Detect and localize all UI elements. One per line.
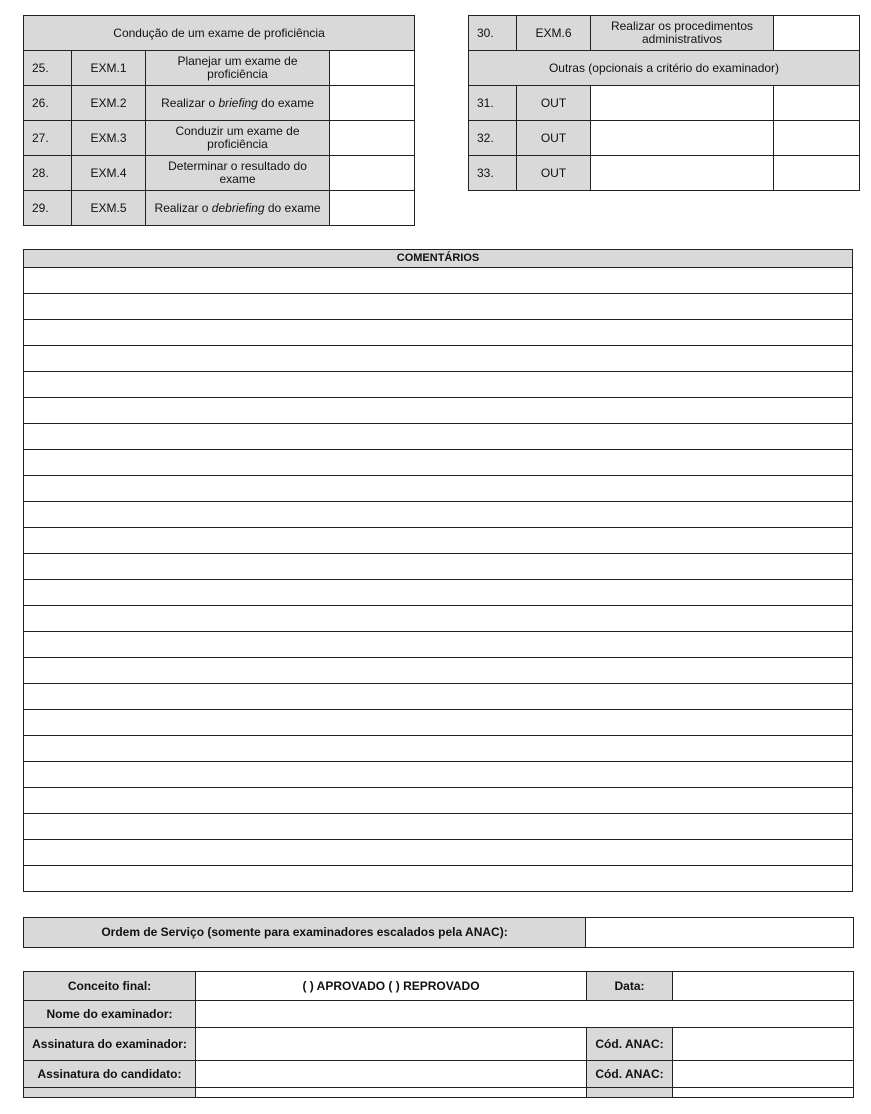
- service-order-table: [23, 917, 854, 948]
- comment-line[interactable]: [24, 840, 853, 866]
- service-order-label: Ordem de Serviço (somente para examinadores escalados pela ANAC):: [24, 918, 586, 948]
- comment-line[interactable]: [24, 788, 853, 814]
- comment-line[interactable]: [24, 632, 853, 658]
- comment-line[interactable]: [24, 736, 853, 762]
- item-description-field[interactable]: [591, 86, 774, 121]
- date-field[interactable]: [673, 972, 854, 1001]
- item-grade-cell[interactable]: [330, 156, 415, 191]
- item-number: 33.: [469, 156, 517, 191]
- item-code: EXM.2: [72, 86, 146, 121]
- comment-line[interactable]: [24, 684, 853, 710]
- item-grade-cell[interactable]: [330, 86, 415, 121]
- item-number: 27.: [24, 121, 72, 156]
- comment-line[interactable]: [24, 346, 853, 372]
- comment-line[interactable]: [24, 372, 853, 398]
- item-code: EXM.6: [517, 16, 591, 51]
- item-description: Realizar os procedimentos administrativos: [591, 16, 774, 51]
- item-number: 32.: [469, 121, 517, 156]
- table-row: [469, 121, 860, 156]
- candidate-signature-field[interactable]: [196, 1061, 587, 1088]
- proficiency-exam-table: [23, 15, 415, 226]
- optional-items-header: Outras (opcionais a critério do examinador): [469, 51, 860, 86]
- item-grade-cell[interactable]: [330, 51, 415, 86]
- item-grade-cell[interactable]: [330, 121, 415, 156]
- table-row: [469, 156, 860, 191]
- comment-line[interactable]: [24, 814, 853, 840]
- examiner-anac-code-label: Cód. ANAC:: [587, 1028, 673, 1061]
- proficiency-exam-header: Condução de um exame de proficiência: [24, 16, 415, 51]
- date-label: Data:: [587, 972, 673, 1001]
- comment-line[interactable]: [24, 268, 853, 294]
- item-code: OUT: [517, 121, 591, 156]
- table-continuation: [24, 1088, 196, 1098]
- comment-line[interactable]: [24, 502, 853, 528]
- table-row: [469, 86, 860, 121]
- item-description: Realizar o briefing do exame: [146, 86, 330, 121]
- item-grade-cell[interactable]: [774, 86, 860, 121]
- candidate-signature-label: Assinatura do candidato:: [24, 1061, 196, 1088]
- table-row: [24, 86, 415, 121]
- item-grade-cell[interactable]: [774, 156, 860, 191]
- comment-line[interactable]: [24, 424, 853, 450]
- item-description: Determinar o resultado do exame: [146, 156, 330, 191]
- examiner-name-field[interactable]: [196, 1001, 854, 1028]
- table-row: [24, 156, 415, 191]
- item-description: Conduzir um exame de proficiência: [146, 121, 330, 156]
- item-number: 31.: [469, 86, 517, 121]
- comments-table: [23, 249, 853, 892]
- item-code: OUT: [517, 156, 591, 191]
- administrative-table: [468, 15, 860, 191]
- candidate-anac-code-field[interactable]: [673, 1061, 854, 1088]
- item-description-field[interactable]: [591, 121, 774, 156]
- table-row: [24, 191, 415, 226]
- comments-header: COMENTÁRIOS: [24, 250, 853, 268]
- table-continuation: [673, 1088, 854, 1098]
- item-grade-cell[interactable]: [774, 16, 860, 51]
- comment-line[interactable]: [24, 450, 853, 476]
- item-number: 28.: [24, 156, 72, 191]
- comment-line[interactable]: [24, 762, 853, 788]
- item-number: 25.: [24, 51, 72, 86]
- service-order-field[interactable]: [586, 918, 854, 948]
- comment-line[interactable]: [24, 658, 853, 684]
- item-grade-cell[interactable]: [330, 191, 415, 226]
- comment-line[interactable]: [24, 294, 853, 320]
- comment-line[interactable]: [24, 866, 853, 892]
- item-code: EXM.5: [72, 191, 146, 226]
- final-concept-label: Conceito final:: [24, 972, 196, 1001]
- candidate-anac-code-label: Cód. ANAC:: [587, 1061, 673, 1088]
- item-description: Planejar um exame de proficiência: [146, 51, 330, 86]
- examiner-signature-field[interactable]: [196, 1028, 587, 1061]
- comment-line[interactable]: [24, 528, 853, 554]
- table-row: [24, 51, 415, 86]
- table-continuation: [196, 1088, 587, 1098]
- comment-line[interactable]: [24, 580, 853, 606]
- examiner-anac-code-field[interactable]: [673, 1028, 854, 1061]
- item-code: EXM.1: [72, 51, 146, 86]
- item-description-field[interactable]: [591, 156, 774, 191]
- comment-line[interactable]: [24, 320, 853, 346]
- final-concept-options[interactable]: ( ) APROVADO ( ) REPROVADO: [196, 972, 587, 1001]
- item-code: OUT: [517, 86, 591, 121]
- comment-line[interactable]: [24, 476, 853, 502]
- table-continuation: [587, 1088, 673, 1098]
- item-number: 29.: [24, 191, 72, 226]
- final-result-table: [23, 971, 854, 1098]
- item-code: EXM.3: [72, 121, 146, 156]
- item-code: EXM.4: [72, 156, 146, 191]
- examiner-signature-label: Assinatura do examinador:: [24, 1028, 196, 1061]
- item-description: Realizar o debriefing do exame: [146, 191, 330, 226]
- comment-line[interactable]: [24, 398, 853, 424]
- comment-line[interactable]: [24, 554, 853, 580]
- examiner-name-label: Nome do examinador:: [24, 1001, 196, 1028]
- item-number: 26.: [24, 86, 72, 121]
- table-row: [24, 121, 415, 156]
- item-number: 30.: [469, 16, 517, 51]
- item-grade-cell[interactable]: [774, 121, 860, 156]
- comment-line[interactable]: [24, 710, 853, 736]
- comment-line[interactable]: [24, 606, 853, 632]
